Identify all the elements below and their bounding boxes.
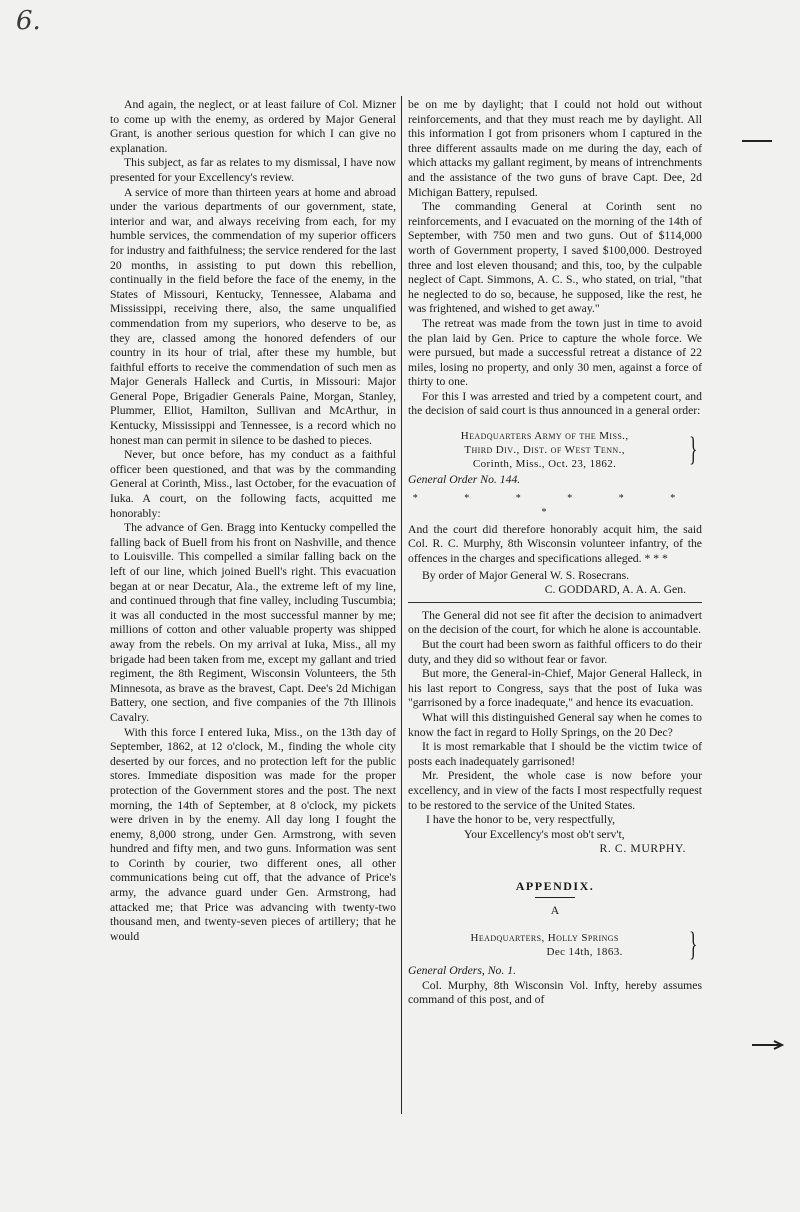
order-title: General Order No. 144. [408, 473, 521, 487]
order-authority: By order of Major General W. S. Rosecrans. [422, 568, 630, 582]
order-header-line: Dec 14th, 1863. [546, 946, 623, 959]
paragraph: This subject, as far as relates to my dismissal, I have now presented for your Excellency's review. [110, 156, 396, 184]
margin-mark [742, 140, 772, 142]
order-body: And the court did therefore honorably acquit him, the said Col. R. C. Murphy, 8th Wisconsin volunteer infantry, of the offences in the charges and specifications alleged. * * * [408, 522, 702, 566]
closing-line: I have the honor to be, very respectfully, [426, 813, 616, 827]
section-rule [408, 602, 702, 603]
appendix-order-title: General Orders, No. 1. [408, 964, 516, 978]
closing-line: Your Excellency's most ob't serv't, [464, 827, 625, 841]
appendix-rule [535, 897, 575, 898]
paragraph: The retreat was made from the town just in time to avoid the plan laid by Gen. Price to capture the whole force. We were pursued, but made a successful retreat a distance of 22 miles, losing no property, and only 30 men, against a force of thirty to one. [408, 316, 702, 389]
paragraph: The General did not see fit after the decision to animadvert on the decision of the court, for which he alone is accountable. [408, 608, 702, 637]
paragraph: Mr. President, the whole case is now before your excellency, and in view of the facts I most respectfully request to be restored to the service of the United States. [408, 769, 702, 812]
order-signature: C. GODDARD, A. A. A. Gen. [544, 583, 686, 597]
paragraph: And again, the neglect, or at least failure of Col. Mizner to come up with the enemy, as ordered by Major General Grant, is another serious question for which I can give no explanation. [110, 98, 396, 155]
margin-pointer-icon [752, 1040, 792, 1050]
elision-stars: * * * * * * * [412, 492, 698, 519]
letter-signature: R. C. MURPHY. [599, 842, 686, 856]
appendix-order-header [408, 928, 702, 962]
brace-icon: } [689, 431, 698, 469]
right-column [408, 98, 702, 1008]
column-divider [401, 96, 402, 1114]
paragraph: Never, but once before, has my conduct as a faithful officer been questioned, and that was by the commanding General at Corinth, Miss., last October, for the evacuation of Iuka. A court, on the following facts, acquitted me honorably: [110, 448, 396, 520]
order-header-line: Third Div., Dist. of West Tenn., [464, 444, 625, 457]
paragraph: Col. Murphy, 8th Wisconsin Vol. Infty, hereby assumes command of this post, and of [408, 978, 702, 1007]
paragraph: The advance of Gen. Bragg into Kentucky compelled the falling back of Buell from his front on Nashville, and thence to Louisville. This compelled a similar falling back on the left of our line, which joined Buell's right. This evacuation began at or near Decatur, Ala., the extreme left of my line, and continued through that fine valley, including Tuscumbia; it was all conducted in the most successful manner by me; millions of cotton and other valuable property was shipped away from the rebels. On my arrival at Iuka, Miss., all my brigade had been taken from me, except my gallant and tried regiment, the 8th Regiment, Wisconsin Volunteers, the 5th Minnesota, as brave as the bravest, Capt. Dee's 2d Michigan Battery, one section, and five companies of the 7th Illinois Cavalry. [110, 521, 396, 724]
paragraph: What will this distinguished General say when he comes to know the fact in regard to Holly Springs, on the 20 Dec? [408, 710, 702, 739]
appendix-letter: A [550, 903, 560, 917]
appendix-heading: APPENDIX. [515, 878, 595, 893]
paragraph: A service of more than thirteen years at home and abroad under the various departments of our government, state, interior and war, and always receiving from each, for my humble services, the commendation of my superior officers for industry and faithfulness; the service rendered for the last 20 months, in assisting to put down this rebellion, continually in the field before the face of the enemy, in the States of Missouri, Kentucky, Tennessee, Alabama and Mississippi, receiving there, also, the same unqualified commendation from my superiors, who deserve to be, as they are, classed among the honored defenders of our country in its hour of trial, after these my humble, but faithful efforts to receive the commendation of such men as Major Generals Halleck and Curtis, in Missouri: Major General Pope, Brigadier Generals Paine, Morgan, Stanley, Plummer, Elliot, Hamilton, Sullivan and McArthur, in Kentucky, Mississippi and Tennessee, is a record which no honest man can permit in silence to be dashed to pieces. [110, 185, 396, 447]
order-header [408, 429, 702, 471]
paragraph-continued: be on me by daylight; that I could not hold out without reinforcements, and that they must reach me by daylight. All this information I got from prisoners whom I captured in the three different assaults made on me during the day, each of which attacks my gallant regiment, by means of intrenchments and the assistance of the two guns of brave Capt. Dee, 2d Michigan Battery, repulsed. [408, 98, 702, 199]
order-header-line: Headquarters Army of the Miss., [460, 430, 629, 443]
paragraph: It is most remarkable that I should be the victim twice of posts each inadequately garrisoned! [408, 740, 702, 768]
page-number: 6. [16, 6, 41, 36]
order-header-line: Headquarters, Holly Springs [470, 932, 619, 945]
paragraph: But more, the General-in-Chief, Major General Halleck, in his last report to Congress, says that the post of Iuka was "garrisoned by a force inadequate," and hence its evacuation. [408, 667, 702, 710]
paragraph: The commanding General at Corinth sent no reinforcements, and I evacuated on the morning of the 14th of September, with 750 men and two guns. Out of $114,000 worth of Government property, I saved $100,000. Destroyed three and lost eleven thousand; and this, too, by the culpable neglect of Capt. Simmons, A. C. S., who stated, on trial, "that he neglected to do so, because, he supposed, like the rest, he was frightened, and wished to get away." [408, 200, 702, 316]
brace-icon: } [689, 926, 698, 964]
paragraph: With this force I entered Iuka, Miss., on the 13th day of September, 1862, at 12 o'clock, M., finding the whole city deserted by our forces, and no protection left for the public stores. Immediate disposition was made for the proper protection of the Government stores and the post. The next morning, the 14th of September, at 8 o'clock, my pickets were driven in by the enemy. All day long I fought the enemy, 8,000 strong, under Gen. Armstrong, with seven hundred and fifty men, and two guns. Information was sent to Corinth by courier, two different ones, all other communications being cut off, that the advance of Price's army, the advance guard under Gen. Armstrong, had attacked me; that Price was advancing with twenty-two thousand men, and twenty-seven pieces of artillery; that he would [110, 725, 396, 943]
order-header-line: Corinth, Miss., Oct. 23, 1862. [472, 458, 617, 471]
paragraph: But the court had been sworn as faithful officers to do their duty, and they did so without fear or favor. [408, 638, 702, 666]
paragraph: For this I was arrested and tried by a competent court, and the decision of said court is thus announced in a general order: [408, 389, 702, 418]
left-column [110, 98, 396, 944]
